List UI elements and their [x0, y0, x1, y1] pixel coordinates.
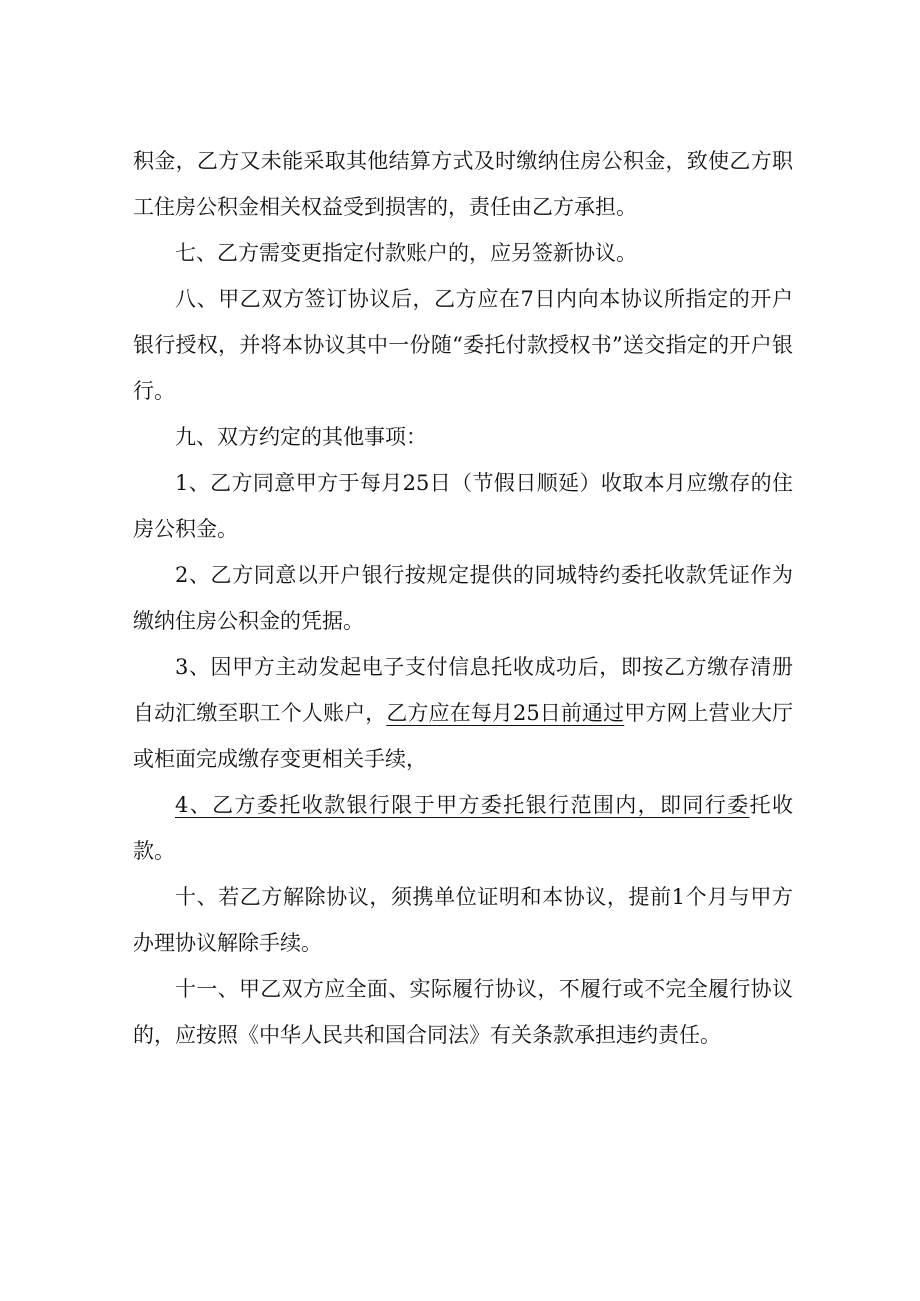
paragraph-text: 七、乙方需变更指定付款账户的，应另签新协议。 — [175, 241, 637, 265]
paragraph-clause-eight — [133, 276, 793, 414]
paragraph-text: 1、乙方同意甲方于每月25日（节假日顺延）收取本月应缴存的住房公积金。 — [133, 471, 793, 541]
underlined-text: 乙方应在每月25日前通过 — [386, 701, 625, 725]
paragraph-text: 积金，乙方又未能采取其他结算方式及时缴纳住房公积金，致使乙方职工住房公积金相关权益受到损害的，责任由乙方承担。 — [133, 149, 793, 219]
paragraph-text: 十、若乙方解除协议，须携单位证明和本协议，提前1个月与甲方办理协议解除手续。 — [133, 885, 793, 955]
paragraph-text: 3、因甲方主动发起电子支付信息托收成功后，即按乙方缴存清册自动汇缴至职工个人账户， — [133, 655, 793, 725]
paragraph-continued-clause — [133, 138, 793, 230]
paragraph-text: 八、甲乙双方签订协议后，乙方应在7日内向本协议所指定的开户银行授权，并将本协议其中一份随“委托付款授权书”送交指定的开户银行。 — [133, 287, 793, 403]
paragraph-clause-seven — [133, 230, 793, 276]
paragraph-clause-ten — [133, 874, 793, 966]
paragraph-text: 甲方网上营业大厅或柜面完成缴存变更相关手续， — [133, 701, 793, 771]
underlined-text: 4、乙方委托收款银行限于甲方委托银行范围内，即同行委 — [175, 793, 750, 817]
paragraph-clause-nine-item-4 — [133, 782, 793, 874]
paragraph-text: 2、乙方同意以开户银行按规定提供的同城特约委托收款凭证作为缴纳住房公积金的凭据。 — [133, 563, 793, 633]
document-body — [133, 138, 793, 1058]
paragraph-clause-eleven — [133, 966, 793, 1058]
paragraph-text: 托收款。 — [133, 793, 794, 863]
paragraph-clause-nine-item-1 — [133, 460, 793, 552]
paragraph-text: 十一、甲乙双方应全面、实际履行协议，不履行或不完全履行协议的，应按照《中华人民共和国合同法》有关条款承担违约责任。 — [133, 977, 793, 1047]
paragraph-text: 九、双方约定的其他事项： — [175, 425, 427, 449]
paragraph-clause-nine-item-3 — [133, 644, 793, 782]
paragraph-clause-nine — [133, 414, 793, 460]
paragraph-clause-nine-item-2 — [133, 552, 793, 644]
